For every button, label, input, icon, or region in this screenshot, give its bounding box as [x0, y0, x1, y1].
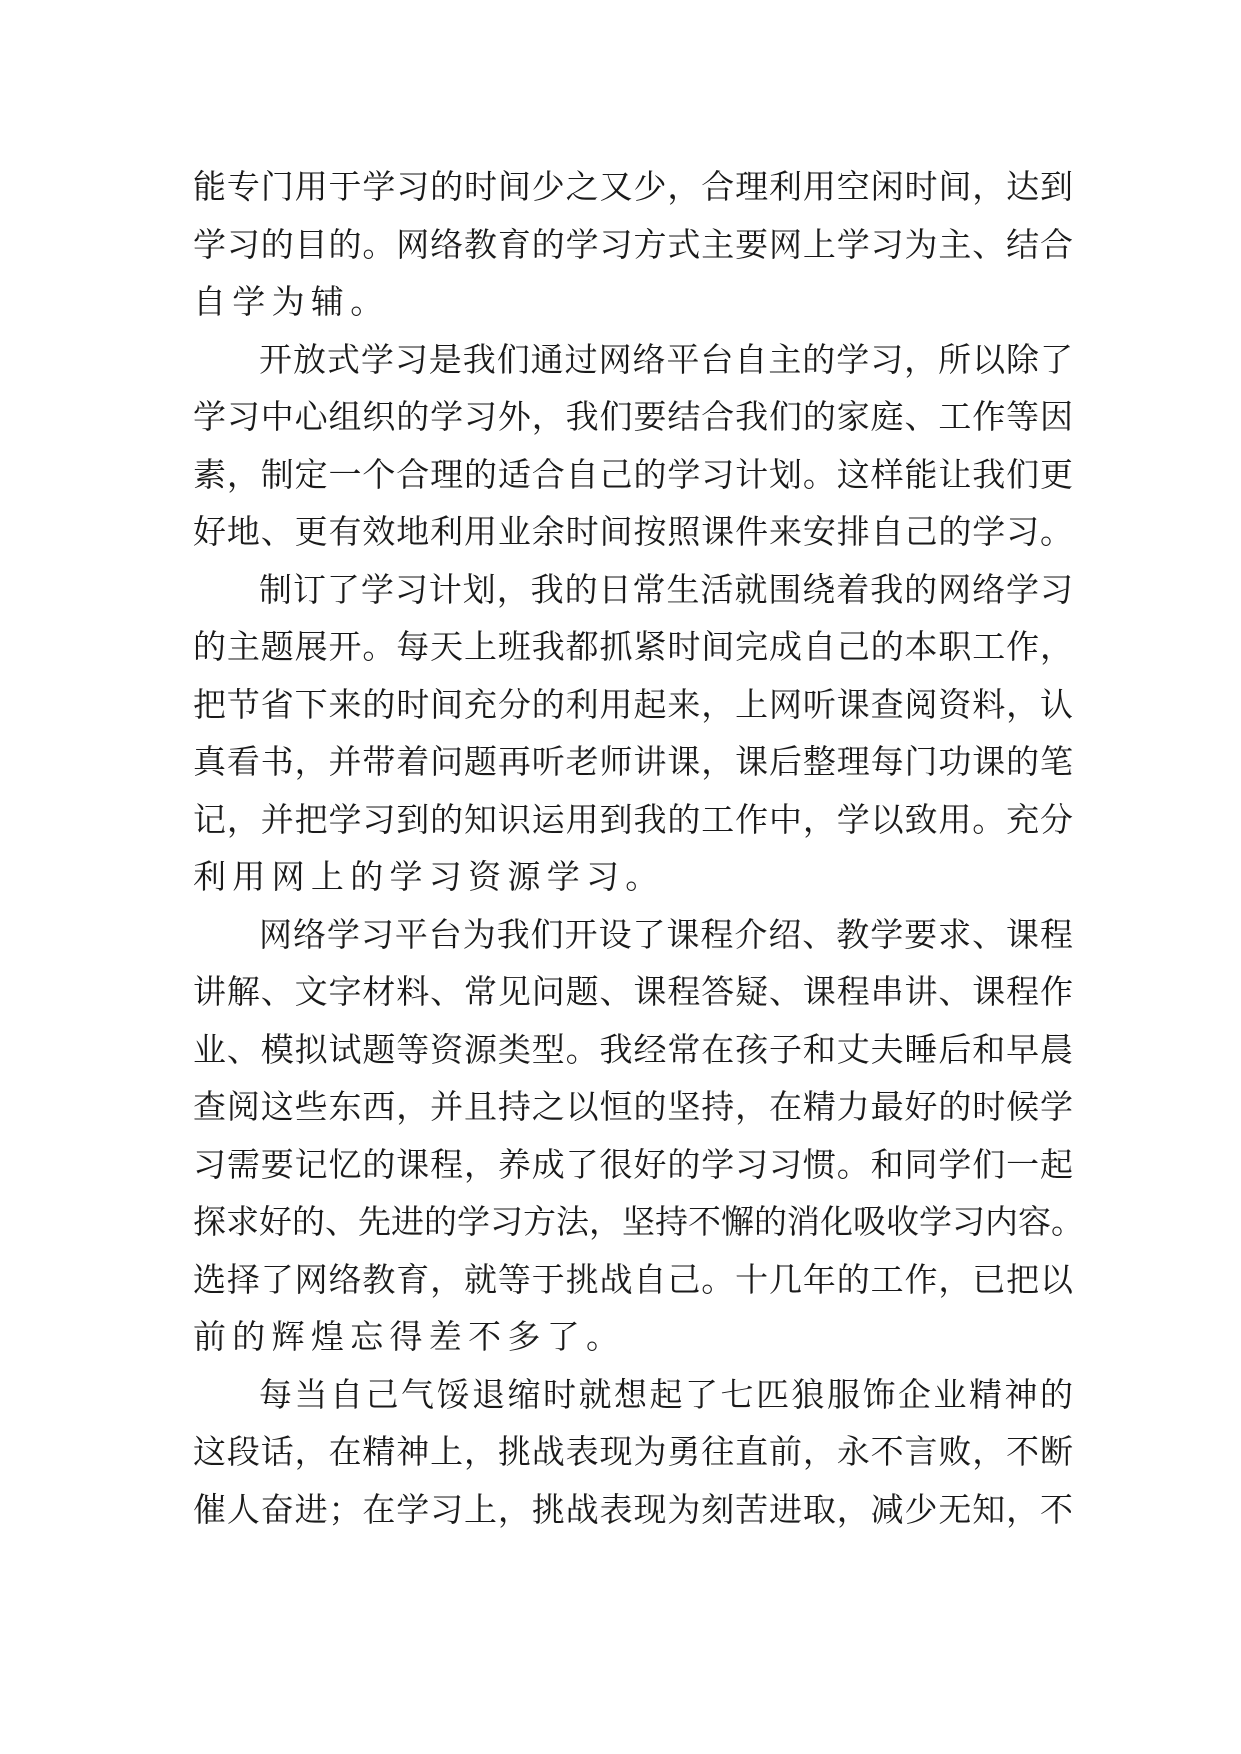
- paragraph: [193, 158, 1073, 331]
- text-line: 网络学习平台为我们开设了课程介绍、教学要求、课程: [259, 914, 1073, 954]
- text-line: 每当自己气馁退缩时就想起了七匹狼服饰企业精神的: [259, 1374, 1073, 1414]
- text-line: 这段话，在精神上，挑战表现为勇往直前，永不言败，不断: [193, 1432, 1073, 1471]
- text-line: 选择了网络教育，就等于挑战自己。十几年的工作，已把以: [193, 1259, 1073, 1299]
- text-line: 习需要记忆的课程，养成了很好的学习习惯。和同学们一起: [193, 1144, 1073, 1184]
- document-body: [193, 158, 1084, 1538]
- text-line: 探求好的、先进的学习方法，坚持不懈的消化吸收学习内容。: [193, 1202, 1084, 1241]
- text-line: 催人奋进；在学习上，挑战表现为刻苦进取，减少无知，不: [193, 1489, 1073, 1529]
- paragraph: [193, 906, 1084, 1366]
- text-line: 真看书，并带着问题再听老师讲课，课后整理每门功课的笔: [193, 742, 1073, 781]
- text-line: 利用网上的学习资源学习。: [193, 857, 665, 896]
- text-line: 学习的目的。网络教育的学习方式主要网上学习为主、结合: [193, 224, 1073, 264]
- text-line: 讲解、文字材料、常见问题、课程答疑、课程串讲、课程作: [193, 972, 1073, 1011]
- text-line: 记，并把学习到的知识运用到我的工作中，学以致用。充分: [193, 799, 1073, 839]
- text-line: 把节省下来的时间充分的利用起来，上网听课查阅资料，认: [193, 684, 1073, 724]
- text-line: 能专门用于学习的时间少之又少，合理利用空闲时间，达到: [193, 167, 1073, 206]
- text-line: 好地、更有效地利用业余时间按照课件来安排自己的学习。: [193, 512, 1073, 551]
- text-line: 开放式学习是我们通过网络平台自主的学习，所以除了: [259, 339, 1073, 379]
- text-line: 的主题展开。每天上班我都抓紧时间完成自己的本职工作，: [193, 627, 1073, 666]
- text-line: 自学为辅。: [193, 282, 390, 321]
- text-line: 查阅这些东西，并且持之以恒的坚持，在精力最好的时候学: [193, 1087, 1073, 1126]
- text-line: 业、模拟试题等资源类型。我经常在孩子和丈夫睡后和早晨: [193, 1029, 1073, 1069]
- text-line: 制订了学习计划，我的日常生活就围绕着我的网络学习: [259, 569, 1073, 609]
- paragraph: [193, 1366, 1073, 1539]
- paragraph: [193, 561, 1073, 906]
- text-line: 素，制定一个合理的适合自己的学习计划。这样能让我们更: [193, 454, 1073, 494]
- paragraph: [193, 331, 1073, 561]
- text-line: 学习中心组织的学习外，我们要结合我们的家庭、工作等因: [193, 397, 1073, 436]
- text-line: 前的辉煌忘得差不多了。: [193, 1317, 626, 1356]
